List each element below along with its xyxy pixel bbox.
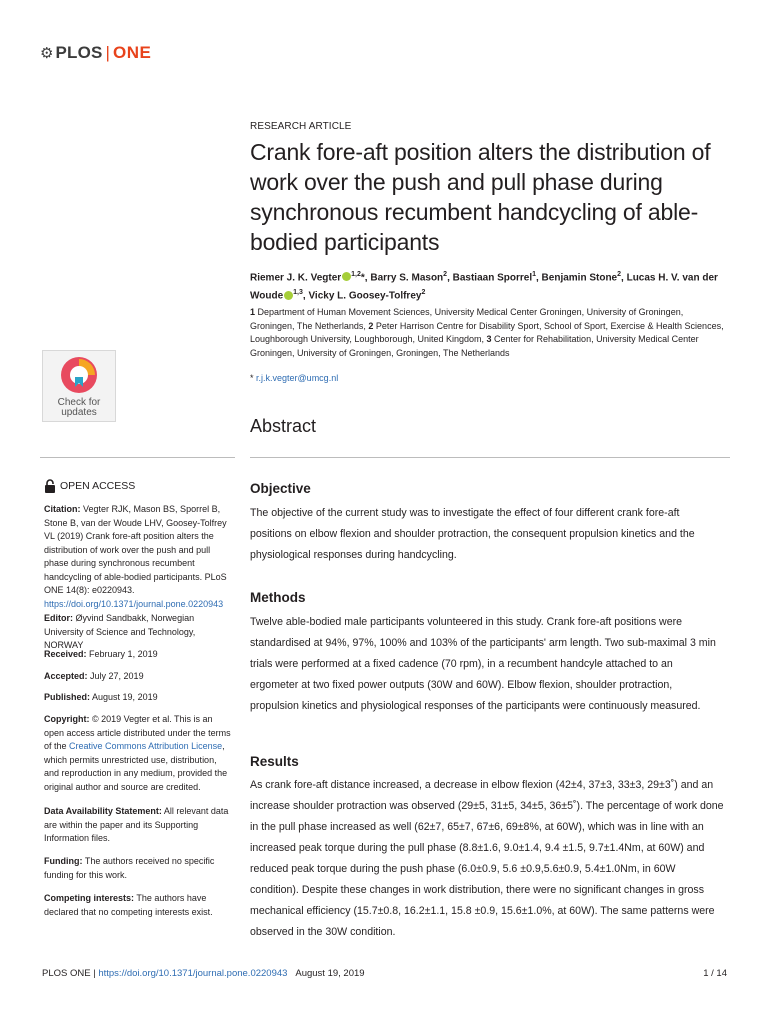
author-list: Riemer J. K. Vegter $^{1,2}$*, Barry S. Mason$^2$, Bastiaan Sporrel$^1$, Benjamin Stone$^2$, Lucas H. V. van der Woude $^{1,3}$, Vicky L. Goosey-Tolfrey$^2$ (250, 271, 718, 302)
accepted-date: Accepted: July 27, 2019 (44, 671, 144, 681)
orcid-icon[interactable] (342, 272, 351, 281)
logo-separator: | (105, 43, 110, 62)
citation-doi-link[interactable]: https://doi.org/10.1371/journal.pone.0220943 (44, 598, 224, 609)
article-type: RESEARCH ARTICLE (250, 121, 352, 132)
main-divider (250, 457, 730, 458)
funding-block: Funding: The authors received no specific funding for this work. (44, 856, 215, 880)
page-number: 1 / 14 (703, 968, 727, 979)
open-access (44, 479, 135, 493)
editor-block: Editor: Øyvind Sandbakk, Norwegian University of Science and Technology, NORWAY (44, 613, 196, 650)
copyright-block: Copyright: © 2019 Vegter et al. This is an open access article distributed under the terms of the Creative Commons Attribution License, which permits unrestricted use, distribution, and reproduction in any medium, provided the original author and source are credited. (44, 714, 231, 792)
corresponding-email: * r.j.k.vegter@umcg.nl (250, 373, 339, 383)
check-for-updates-badge[interactable] (42, 350, 116, 422)
license-link[interactable]: Creative Commons Attribution License (69, 741, 223, 751)
logo-one: ONE (112, 43, 152, 62)
update-badge-icon (59, 355, 99, 395)
email-link[interactable]: r.j.k.vegter@umcg.nl (256, 373, 339, 383)
citation-block: Citation: Vegter RJK, Mason BS, Sporrel B, Stone B, van der Woude LHV, Goosey-Tolfrey VL (2019) Crank fore-aft position alters the distribution of work over the push and pull phase during synchronous recumbent handcycling of able-bodied participants. PLoS ONE 14(8): e0220943. https://doi.org/10.1371/journal.pone.0220943 (44, 504, 227, 609)
gear-icon: ⚙ (40, 44, 54, 62)
published-date: Published: August 19, 2019 (44, 692, 158, 702)
logo-plos: PLOS (55, 43, 103, 62)
open-lock-icon (44, 479, 56, 493)
journal-logo (40, 42, 151, 64)
results-heading: Results (250, 754, 299, 769)
objective-heading: Objective (250, 481, 311, 496)
badge-text: Check for updates (57, 397, 101, 418)
footer-citation: PLOS ONE | https://doi.org/10.1371/journal.pone.0220943 August 19, 2019 (42, 968, 365, 979)
methods-text: Twelve able-bodied male participants volunteered in this study. Crank fore-aft positions were standardised at 94%, 97%, 100% and 103% of the participants' arm length. Two sub-maximal 3 min trials were performed at a fixed cadence (70 rpm), in a recumbent handcyle attached to an ergometer at two fixed power outputs (30W and 60W). Elbow flexion, shoulder protraction, propulsion kinetics and physiological responses of the participants were continuously measured. (250, 616, 716, 712)
data-availability-block: Data Availability Statement: All relevant data are within the paper and its Supporting Information files. (44, 806, 229, 843)
abstract-heading: Abstract (250, 416, 317, 436)
objective-text: The objective of the current study was to investigate the effect of four different crank fore-aft positions on elbow flexion and shoulder protraction, the consequent propulsion kinetics and the physiological responses during handcycling. (250, 507, 695, 561)
results-text: As crank fore-aft distance increased, a decrease in elbow flexion (42±4, 37±3, 33±3, 29±3˚) and an increase shoulder protraction was observed (29±5, 31±5, 34±5, 36±5˚). The percentage of work done in the pull phase increased as well (62±7, 65±7, 67±6, 69±8%, at 60W), which was in line with an increased peak torque during the pull phase (8.8±1.6, 9.0±1.4, 9.4 ±1.5, 9.7±1.4Nm, at 60W) and reduced peak torque during the push phase (6.0±0.9, 5.6 ±0.9,5.6±0.9, 5.4±1.0Nm, in 60W condition). Despite these changes in work distribution, there were no significant changes in gross mechanical efficiency (15.7±0.8, 16.2±1.1, 15.8 ±0.9, 15.6±1.0%, at 60W). The same patterns were observed in the 30W condition. (250, 779, 724, 938)
left-divider (40, 457, 235, 458)
affiliations: 1 Department of Human Movement Sciences, University Medical Center Groningen, University of Groningen, Groningen, The Netherlands, 2 Peter Harrison Centre for Disability Sport, School of Sport, Exercise & Health Sciences, Loughborough University, Loughborough, United Kingdom, 3 Center for Rehabilitation, University Medical Center Groningen, University of Groningen, Groningen, The Netherlands (250, 307, 724, 358)
article-title: Crank fore-aft position alters the distribution of work over the push and pull phase during synchronous recumbent handcycling of able-bodied participants (250, 139, 711, 255)
open-access-label: OPEN ACCESS (60, 480, 136, 492)
page-footer (42, 968, 727, 979)
competing-interests-block: Competing interests: The authors have declared that no competing interests exist. (44, 893, 213, 917)
received-date: Received: February 1, 2019 (44, 649, 158, 659)
orcid-icon[interactable] (284, 291, 293, 300)
footer-doi-link[interactable]: https://doi.org/10.1371/journal.pone.0220943 (98, 968, 288, 979)
methods-heading: Methods (250, 590, 306, 605)
